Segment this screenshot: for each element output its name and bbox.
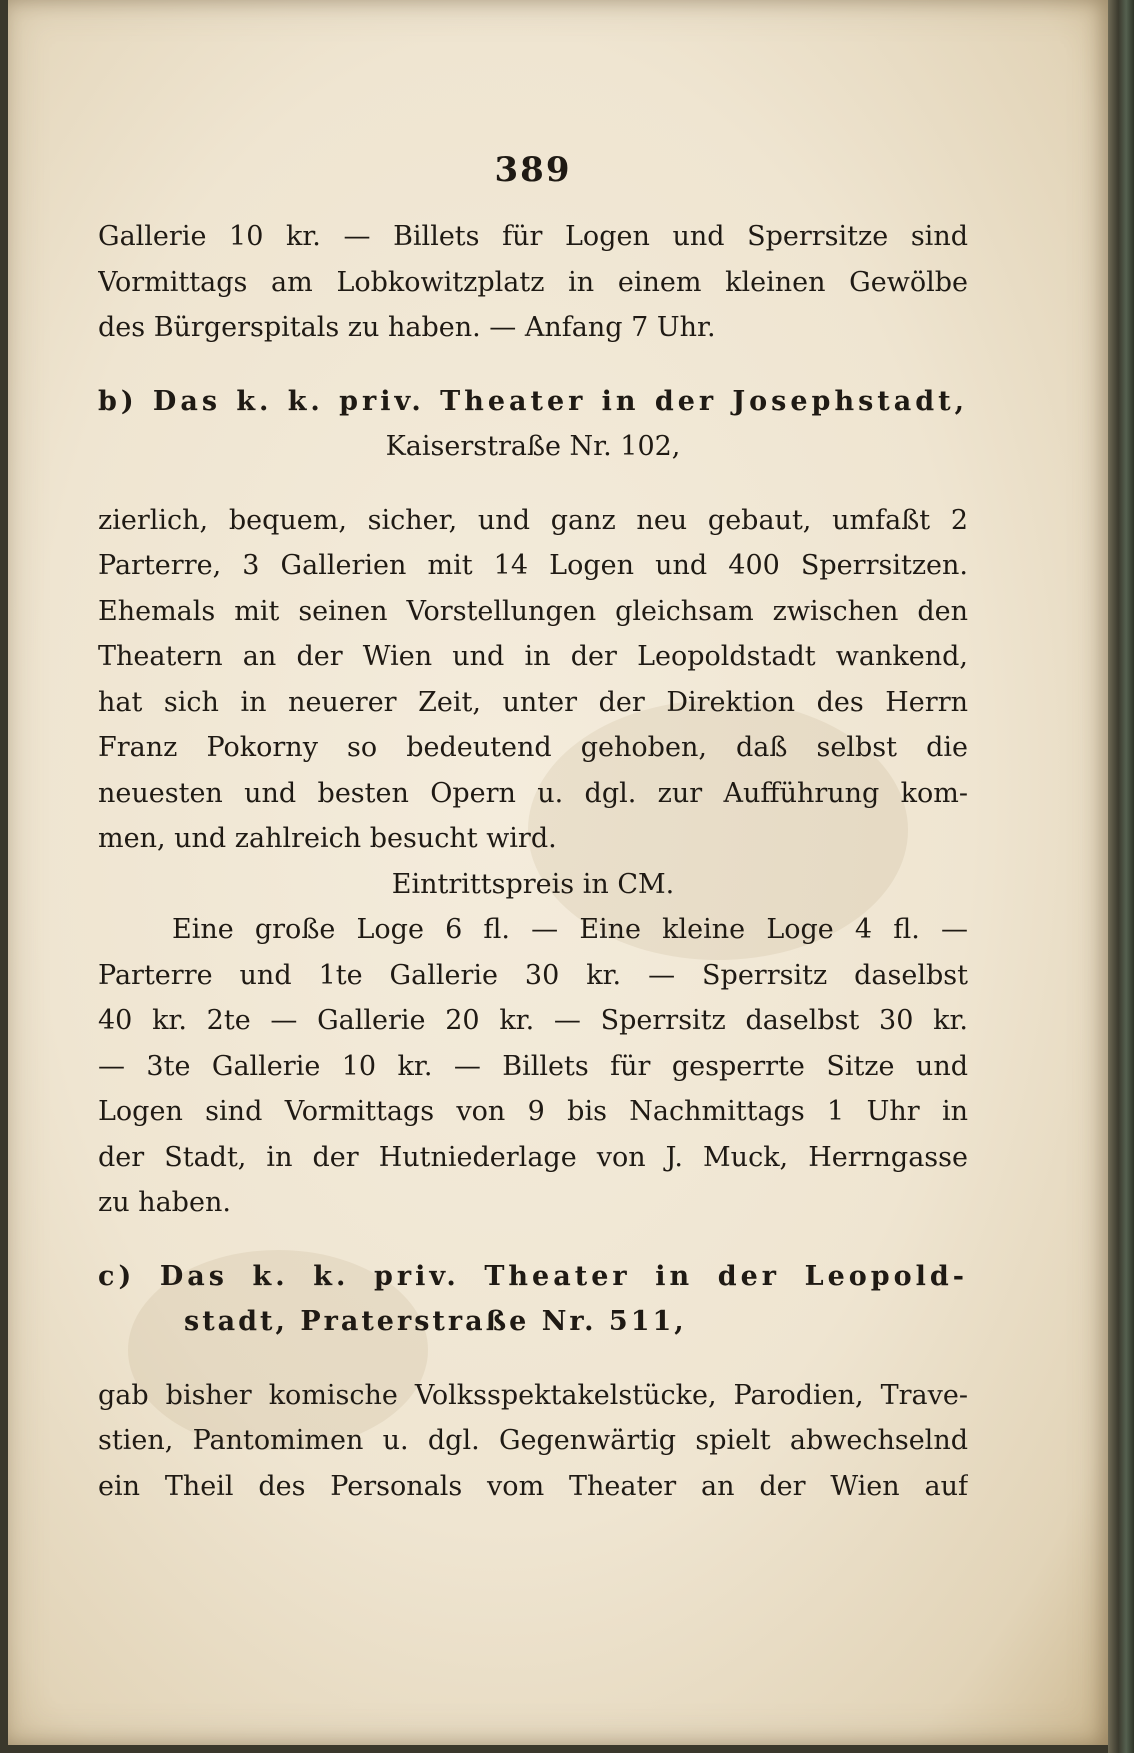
text-line: neuesten und besten Opern u. dgl. zur Aufführung kom- [98, 777, 968, 809]
heading-josephstadt [98, 379, 968, 470]
text-line: Gallerie 10 kr. — Billets für Logen und Sperrsitze sind [98, 221, 968, 252]
section-heading: c) Das k. k. priv. Theater in der Leopold- [98, 1260, 968, 1292]
text-line: 40 kr. 2te — Gallerie 20 kr. — Sperrsitz daselbst 30 kr. [98, 1005, 968, 1036]
paragraph-leopoldstadt [98, 1373, 968, 1510]
text-line: der Stadt, in der Hutniederlage von J. Muck, Herrngasse [98, 1141, 968, 1173]
paragraph-eintrittspreis [98, 862, 968, 1226]
text-line: men, und zahlreich besucht wird. [98, 823, 557, 854]
text-line: stien, Pantomimen u. dgl. Gegenwärtig spielt abwechselnd [98, 1425, 968, 1456]
text-line: Theatern an der Wien und in der Leopoldstadt wankend, [98, 641, 968, 672]
text-line: Parterre, 3 Gallerien mit 14 Logen und 400 Sperrsitzen. [98, 550, 968, 581]
book-spine [1108, 0, 1134, 1753]
text-line: zu haben. [98, 1187, 231, 1218]
section-heading-address: Kaiserstraße Nr. 102, [385, 431, 681, 462]
text-line: Eine große Loge 6 fl. — Eine kleine Loge 4 fl. — [172, 914, 968, 945]
text-line: — 3te Gallerie 10 kr. — Billets für gesperrte Sitze und [98, 1050, 968, 1082]
section-heading-address: stadt, Praterstraße Nr. 511, [184, 1306, 687, 1337]
book-page [8, 0, 1108, 1745]
text-line: gab bisher komische Volksspektakelstücke, Parodien, Trave- [98, 1379, 968, 1411]
text-line: zierlich, bequem, sicher, und ganz neu gebaut, umfaßt 2 [98, 504, 968, 536]
price-heading: Eintrittspreis in CM. [391, 868, 675, 900]
page-text [98, 150, 968, 1509]
text-line: Parterre und 1te Gallerie 30 kr. — Sperrsitz daselbst [98, 959, 968, 991]
text-line: Ehemals mit seinen Vorstellungen gleichsam zwischen den [98, 595, 968, 627]
text-line: Vormittags am Lobkowitzplatz in einem kleinen Gewölbe [98, 266, 968, 298]
paragraph-josephstadt [98, 498, 968, 862]
text-line: ein Theil des Personals vom Theater an der Wien auf [98, 1470, 968, 1502]
text-line: Logen sind Vormittags von 9 bis Nachmittags 1 Uhr in [98, 1096, 968, 1127]
text-line: des Bürgerspitals zu haben. — Anfang 7 Uhr. [98, 312, 716, 343]
paragraph-gallerie [98, 214, 968, 351]
heading-leopoldstadt [98, 1254, 968, 1345]
section-heading: b) Das k. k. priv. Theater in der Josephstadt, [98, 385, 968, 417]
text-line: hat sich in neuerer Zeit, unter der Direktion des Herrn [98, 686, 968, 718]
page-number: 389 [494, 150, 572, 190]
text-line: Franz Pokorny so bedeutend gehoben, daß selbst die [98, 732, 968, 763]
